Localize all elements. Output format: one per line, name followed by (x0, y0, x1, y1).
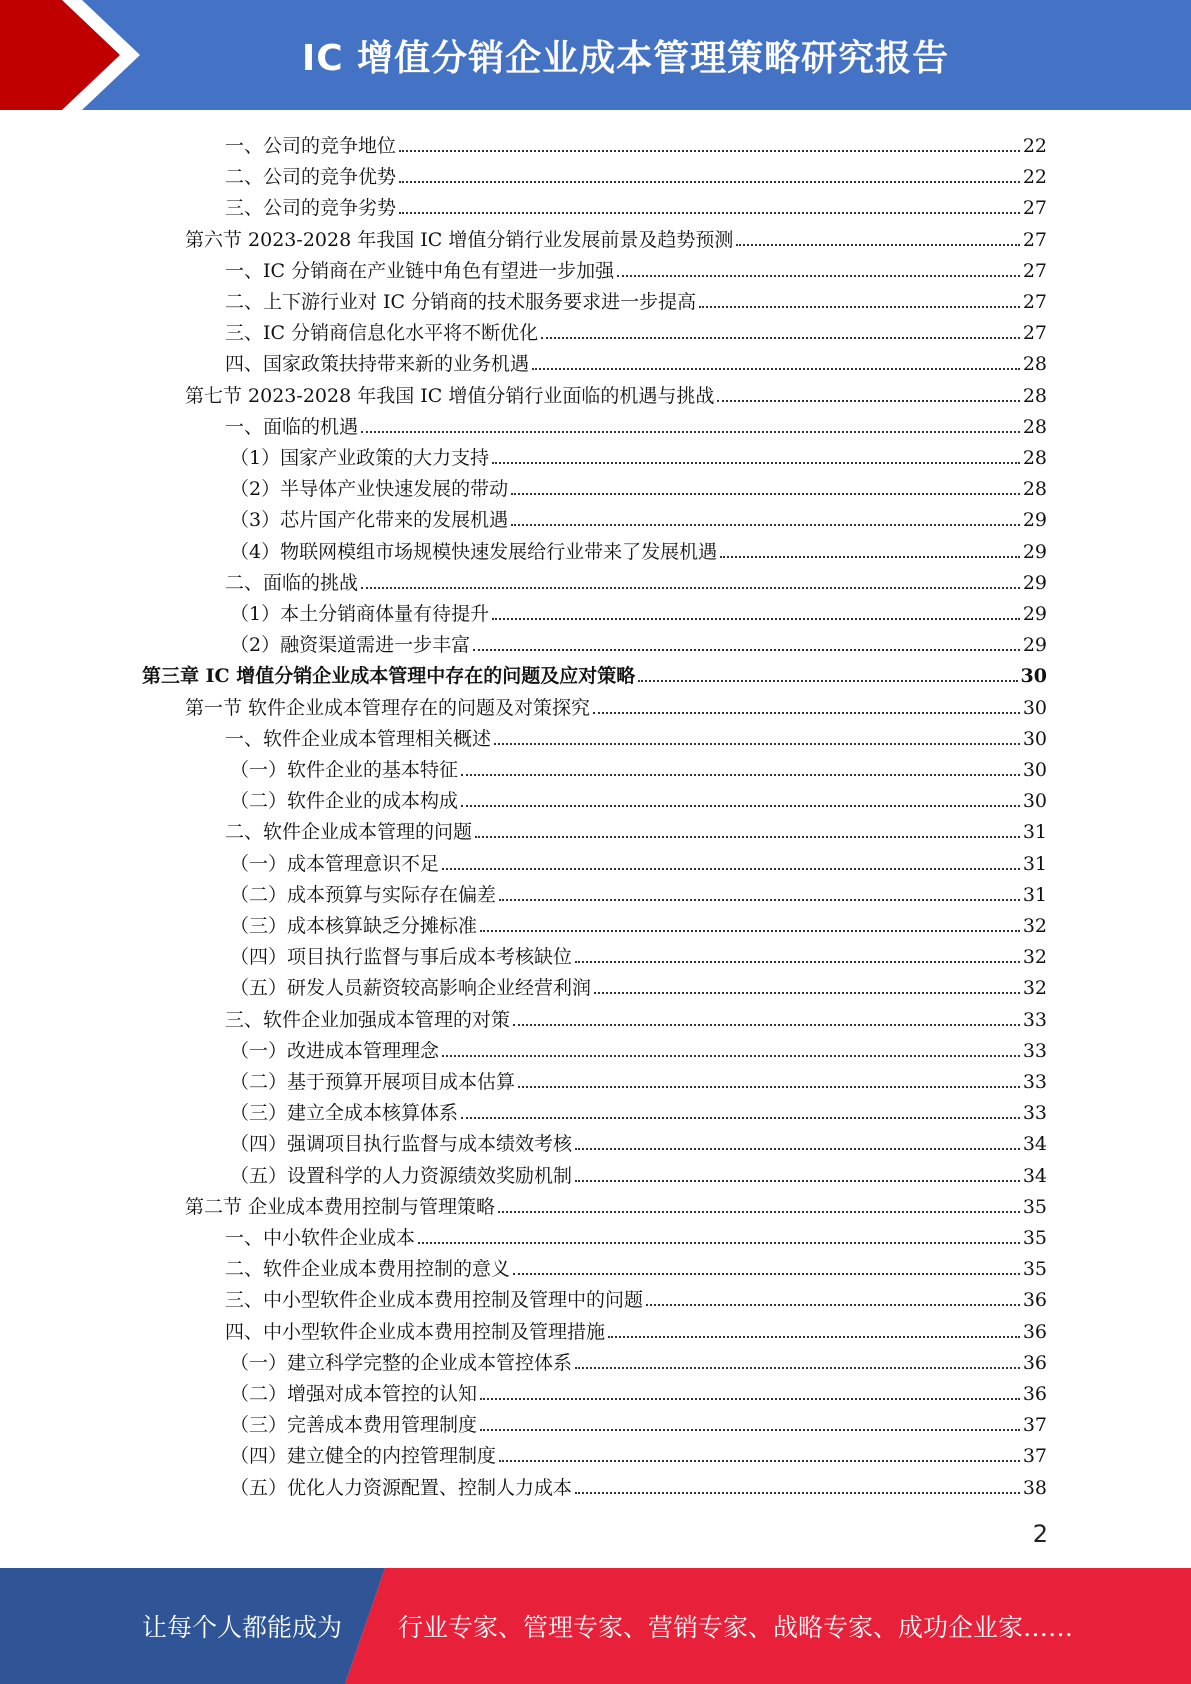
toc-entry-page: 38 (1022, 1476, 1047, 1499)
toc-entry[interactable] (230, 1406, 1047, 1437)
toc-entry[interactable] (185, 689, 1047, 720)
toc-entry-page: 30 (1022, 727, 1047, 750)
toc-entry-title: （二）软件企业的成本构成 (230, 790, 459, 813)
toc-entry-title: （2）半导体产业快速发展的带动 (230, 478, 509, 501)
toc-leader-dots (475, 836, 1020, 838)
toc-entry-title: （三）完善成本费用管理制度 (230, 1414, 478, 1437)
toc-entry-title: （五）设置科学的人力资源绩效奖励机制 (230, 1164, 573, 1187)
toc-entry[interactable] (230, 876, 1047, 907)
toc-leader-dots (717, 400, 1019, 402)
toc-leader-dots (532, 368, 1020, 370)
toc-entry-page: 27 (1022, 259, 1047, 282)
toc-entry[interactable] (225, 252, 1047, 283)
toc-entry[interactable] (230, 1469, 1047, 1500)
toc-entry-title: 三、IC 分销商信息化水平将不断优化 (225, 322, 539, 345)
toc-entry-title: （二）基于预算开展项目成本估算 (230, 1071, 516, 1093)
toc-entry[interactable] (230, 938, 1047, 969)
toc-entry-page: 36 (1022, 1320, 1047, 1343)
toc-entry[interactable] (225, 1281, 1047, 1312)
toc-entry-page: 27 (1022, 228, 1047, 251)
toc-leader-dots (461, 805, 1020, 807)
toc-leader-dots (399, 181, 1020, 183)
toc-entry-title: 三、公司的竞争劣势 (225, 197, 397, 220)
toc-entry-page: 28 (1022, 415, 1047, 438)
toc-entry-title: （五）研发人员薪资较高影响企业经营利润 (230, 977, 592, 1000)
toc-entry-title: （一）改进成本管理理念 (230, 1039, 440, 1062)
toc-leader-dots (575, 1180, 1020, 1182)
toc-entry[interactable] (225, 1250, 1047, 1281)
toc-leader-dots (480, 930, 1020, 932)
toc-entry-page: 34 (1022, 1133, 1047, 1156)
toc-entry-page: 33 (1022, 1008, 1047, 1031)
toc-entry-title: （三）成本核算缺乏分摊标准 (230, 915, 478, 937)
toc-entry[interactable] (185, 377, 1047, 408)
toc-entry[interactable] (230, 782, 1047, 813)
toc-entry[interactable] (225, 189, 1047, 220)
footer-slogan-left: 让每个人都能成为 (142, 1613, 343, 1642)
toc-entry-page: 35 (1022, 1227, 1047, 1249)
toc-entry[interactable] (230, 439, 1047, 470)
toc-leader-dots (575, 1367, 1020, 1369)
header-title: IC 增值分销企业成本管理策略研究报告 (301, 37, 950, 79)
toc-entry[interactable] (230, 751, 1047, 782)
toc-leader-dots (575, 1148, 1020, 1150)
toc-entry-title: 二、面临的挑战 (225, 571, 359, 594)
toc-entry[interactable] (230, 1125, 1047, 1156)
toc-entry[interactable] (225, 158, 1047, 189)
toc-leader-dots (736, 244, 1019, 246)
toc-entry-title: 一、IC 分销商在产业链中角色有望进一步加强 (225, 259, 615, 282)
toc-entry-title: （一）软件企业的基本特征 (230, 759, 459, 781)
toc-entry-title: 三、软件企业加强成本管理的对策 (225, 1008, 511, 1031)
toc-entry[interactable] (225, 813, 1047, 844)
toc-entry[interactable] (142, 657, 1047, 688)
toc-entry-page: 27 (1022, 291, 1047, 313)
toc-leader-dots (617, 275, 1020, 277)
toc-leader-dots (541, 337, 1020, 339)
toc-entry[interactable] (225, 720, 1047, 751)
toc-leader-dots (575, 961, 1020, 963)
toc-entry-page: 28 (1022, 384, 1047, 407)
toc-entry[interactable] (230, 1063, 1047, 1094)
toc-leader-dots (511, 524, 1020, 526)
toc-entry-page: 29 (1022, 540, 1047, 563)
toc-entry[interactable] (230, 1157, 1047, 1188)
toc-entry-page: 28 (1022, 447, 1047, 469)
toc-entry-title: 二、软件企业成本费用控制的意义 (225, 1258, 511, 1281)
toc-entry-page: 36 (1022, 1351, 1047, 1374)
toc-leader-dots (361, 587, 1020, 589)
toc-entry[interactable] (225, 408, 1047, 439)
toc-entry-page: 33 (1022, 1102, 1047, 1125)
toc-leader-dots (442, 868, 1020, 870)
toc-entry-page: 36 (1022, 1289, 1047, 1312)
toc-entry-page: 22 (1022, 135, 1047, 157)
page-footer (0, 1568, 1191, 1684)
toc-entry-title: （1）本土分销商体量有待提升 (230, 603, 490, 625)
toc-entry-page: 30 (1022, 759, 1047, 781)
toc-entry[interactable] (230, 595, 1047, 626)
toc-entry-title: 第六节 2023-2028 年我国 IC 增值分销行业发展前景及趋势预测 (185, 228, 734, 251)
toc-leader-dots (399, 150, 1020, 152)
toc-entry[interactable] (230, 470, 1047, 501)
toc-leader-dots (498, 1211, 1020, 1213)
toc-entry-page: 28 (1022, 478, 1047, 501)
toc-leader-dots (461, 774, 1020, 776)
toc-entry[interactable] (230, 1094, 1047, 1125)
toc-entry-title: （3）芯片国产化带来的发展机遇 (230, 509, 509, 532)
toc-entry-title: 一、软件企业成本管理相关概述 (225, 727, 492, 750)
toc-leader-dots (418, 1242, 1020, 1244)
toc-leader-dots (399, 212, 1020, 214)
toc-entry-title: 一、公司的竞争地位 (225, 135, 397, 157)
toc-leader-dots (461, 1117, 1020, 1119)
toc-entry-page: 35 (1022, 1258, 1047, 1281)
toc-entry[interactable] (230, 501, 1047, 532)
toc-entry-title: 第一节 软件企业成本管理存在的问题及对策探究 (185, 696, 591, 719)
toc-entry-title: （1）国家产业政策的大力支持 (230, 447, 490, 469)
toc-entry-page: 33 (1022, 1071, 1047, 1093)
toc-leader-dots (593, 712, 1020, 714)
toc-entry-page: 27 (1022, 322, 1047, 345)
toc-leader-dots (499, 1460, 1020, 1462)
toc-entry[interactable] (230, 533, 1047, 564)
toc-entry-page: 29 (1022, 509, 1047, 532)
toc-leader-dots (361, 431, 1020, 433)
toc-entry-title: （五）优化人力资源配置、控制人力成本 (230, 1476, 573, 1499)
toc-leader-dots (594, 992, 1020, 994)
toc-entry[interactable] (225, 1219, 1047, 1250)
toc-entry-page: 31 (1022, 852, 1047, 875)
toc-entry-title: （一）建立科学完整的企业成本管控体系 (230, 1351, 573, 1374)
toc-leader-dots (473, 649, 1020, 651)
toc-entry-title: 一、面临的机遇 (225, 415, 359, 438)
toc-leader-dots (442, 1055, 1020, 1057)
toc-entry-page: 33 (1022, 1039, 1047, 1062)
toc-leader-dots (720, 556, 1020, 558)
toc-entry[interactable] (230, 1344, 1047, 1375)
toc-leader-dots (499, 899, 1020, 901)
toc-entry-title: （四）建立健全的内控管理制度 (230, 1445, 497, 1468)
toc-entry-title: 一、中小软件企业成本 (225, 1227, 416, 1249)
toc-leader-dots (513, 1024, 1020, 1026)
toc-entry-title: 四、国家政策扶持带来新的业务机遇 (225, 353, 530, 376)
toc-entry[interactable] (230, 1375, 1047, 1406)
toc-entry-page: 30 (1022, 790, 1047, 813)
toc-leader-dots (492, 618, 1020, 620)
toc-entry[interactable] (230, 1437, 1047, 1468)
toc-leader-dots (699, 306, 1020, 308)
page-header (0, 0, 1191, 110)
toc-entry[interactable] (230, 626, 1047, 657)
toc-entry[interactable] (230, 845, 1047, 876)
toc-entry-page: 28 (1022, 353, 1047, 376)
toc-entry-page: 22 (1022, 166, 1047, 189)
footer-slogan-right: 行业专家、管理专家、营销专家、战略专家、成功企业家…… (398, 1613, 1074, 1642)
toc-entry[interactable] (225, 1001, 1047, 1032)
toc-entry-title: 二、公司的竞争优势 (225, 166, 397, 189)
toc-entry[interactable] (225, 345, 1047, 376)
toc-entry[interactable] (230, 1032, 1047, 1063)
toc-entry-title: （三）建立全成本核算体系 (230, 1102, 459, 1125)
toc-entry[interactable] (230, 969, 1047, 1000)
toc-entry-page: 35 (1022, 1195, 1047, 1218)
toc-entry[interactable] (230, 907, 1047, 938)
toc-entry-title: 二、软件企业成本管理的问题 (225, 821, 473, 844)
toc-entry[interactable] (185, 1188, 1047, 1219)
toc-entry-page: 37 (1022, 1445, 1047, 1468)
toc-leader-dots (480, 1429, 1020, 1431)
toc-entry-title: （一）成本管理意识不足 (230, 852, 440, 875)
toc-entry-title: （4）物联网模组市场规模快速发展给行业带来了发展机遇 (230, 540, 718, 563)
toc-entry[interactable] (225, 1313, 1047, 1344)
toc-entry-title: 二、上下游行业对 IC 分销商的技术服务要求进一步提高 (225, 291, 697, 313)
page-number: 2 (1032, 1520, 1048, 1548)
toc-entry[interactable] (185, 221, 1047, 252)
toc-entry-page: 30 (1020, 665, 1047, 688)
toc-leader-dots (494, 743, 1020, 745)
toc-entry-title: 四、中小型软件企业成本费用控制及管理措施 (225, 1320, 606, 1343)
toc-entry-title: 三、中小型软件企业成本费用控制及管理中的问题 (225, 1289, 644, 1312)
toc-entry[interactable] (225, 127, 1047, 158)
toc-entry-page: 31 (1022, 883, 1047, 906)
toc-leader-dots (480, 1398, 1020, 1400)
toc-entry-page: 32 (1022, 977, 1047, 1000)
toc-entry-page: 29 (1022, 634, 1047, 657)
toc-entry-page: 36 (1022, 1383, 1047, 1405)
toc-entry[interactable] (225, 564, 1047, 595)
toc-entry-title: （2）融资渠道需进一步丰富 (230, 634, 471, 657)
toc-entry[interactable] (225, 283, 1047, 314)
toc-entry-page: 32 (1022, 946, 1047, 969)
toc-entry-title: 第二节 企业成本费用控制与管理策略 (185, 1195, 496, 1218)
toc-leader-dots (511, 493, 1020, 495)
toc-entry-title: （四）强调项目执行监督与成本绩效考核 (230, 1133, 573, 1156)
toc-leader-dots (646, 1304, 1020, 1306)
toc-entry-page: 32 (1022, 915, 1047, 937)
toc-entry-title: 第三章 IC 增值分销企业成本管理中存在的问题及应对策略 (142, 665, 636, 688)
toc-leader-dots (518, 1086, 1020, 1088)
toc-entry-page: 37 (1022, 1414, 1047, 1437)
toc-entry[interactable] (225, 314, 1047, 345)
toc-leader-dots (513, 1273, 1020, 1275)
toc-leader-dots (638, 680, 1017, 682)
toc-entry-page: 29 (1022, 571, 1047, 594)
toc-entry-title: 第七节 2023-2028 年我国 IC 增值分销行业面临的机遇与挑战 (185, 384, 715, 407)
toc-leader-dots (575, 1492, 1020, 1494)
toc-entry-page: 31 (1022, 821, 1047, 844)
toc-entry-title: （二）增强对成本管控的认知 (230, 1383, 478, 1405)
toc-entry-title: （四）项目执行监督与事后成本考核缺位 (230, 946, 573, 969)
toc-entry-title: （二）成本预算与实际存在偏差 (230, 883, 497, 906)
toc-entry-page: 29 (1022, 603, 1047, 625)
toc-entry-page: 27 (1022, 197, 1047, 220)
toc-entry-page: 34 (1022, 1164, 1047, 1187)
toc-entry-page: 30 (1022, 696, 1047, 719)
toc-leader-dots (492, 462, 1020, 464)
toc-leader-dots (608, 1336, 1020, 1338)
